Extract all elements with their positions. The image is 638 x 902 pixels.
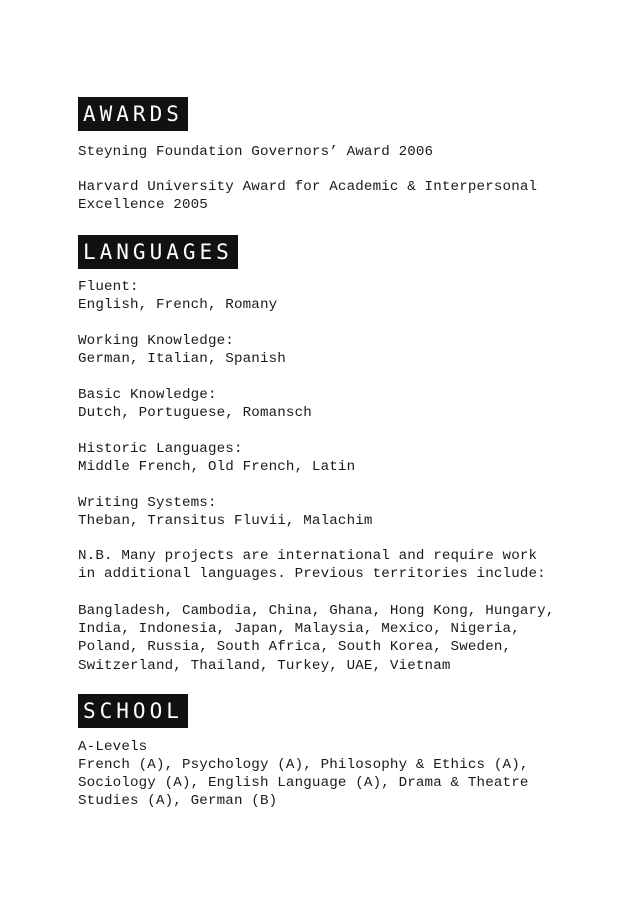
language-group-label: Fluent:	[78, 279, 139, 295]
language-group-value: German, Italian, Spanish	[78, 351, 286, 367]
language-group-label: Writing Systems:	[78, 495, 217, 511]
award-item: Steyning Foundation Governors’ Award 2006	[78, 144, 434, 160]
language-group-value: Middle French, Old French, Latin	[78, 459, 356, 475]
language-group-value: Theban, Transitus Fluvii, Malachim	[78, 513, 373, 529]
languages-heading: LANGUAGES	[78, 235, 238, 269]
language-group-value: Dutch, Portuguese, Romansch	[78, 405, 312, 421]
school-heading: SCHOOL	[78, 694, 188, 728]
awards-heading: AWARDS	[78, 97, 188, 131]
languages-note: N.B. Many projects are international and require work in additional languages. Previous territories include:	[78, 548, 546, 583]
school-subjects: French (A), Psychology (A), Philosophy & Ethics (A), Sociology (A), English Language (A), Drama & Theatre Studies (A), German (B)	[78, 757, 529, 810]
language-group-label: Working Knowledge:	[78, 333, 234, 349]
school-label: A-Levels	[78, 739, 148, 755]
language-group-label: Basic Knowledge:	[78, 387, 217, 403]
language-group-value: English, French, Romany	[78, 297, 278, 313]
award-item: Harvard University Award for Academic & Interpersonal Excellence 2005	[78, 179, 538, 214]
territories-list: Bangladesh, Cambodia, China, Ghana, Hong Kong, Hungary, India, Indonesia, Japan, Malaysia, Mexico, Nigeria, Poland, Russia, South Africa, South Korea, Sweden, Switzerland, Thailand, Turkey, UAE, Vietnam	[78, 603, 555, 674]
language-group-label: Historic Languages:	[78, 441, 243, 457]
